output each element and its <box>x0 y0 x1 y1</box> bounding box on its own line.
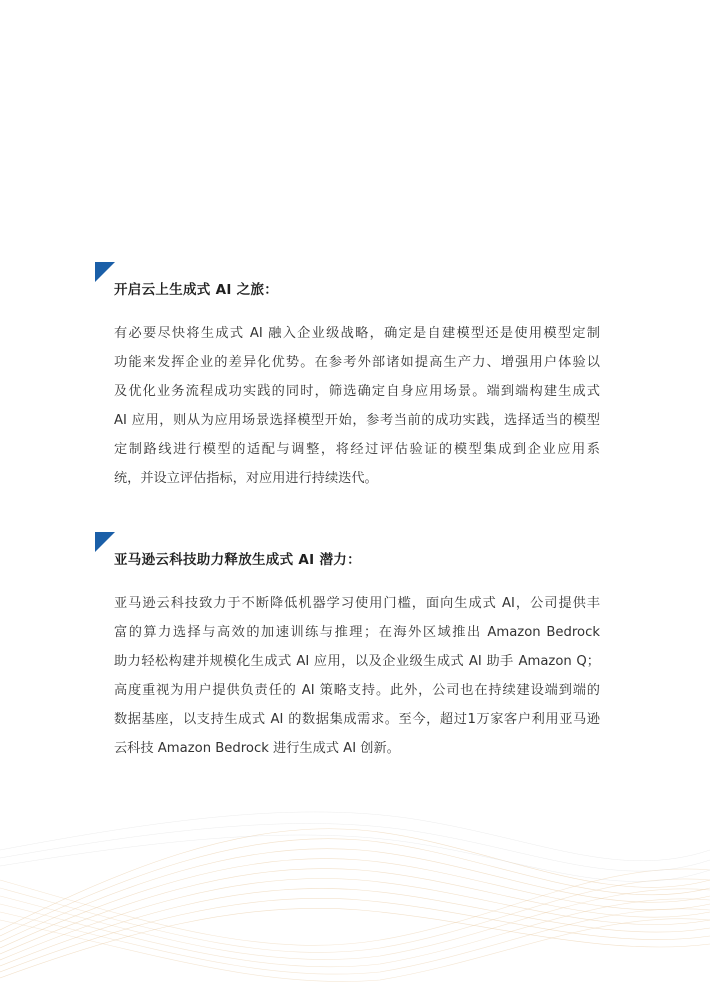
section-paragraph <box>114 589 600 763</box>
paragraph-line: 数据基座，以支持生成式 AI 的数据集成需求。至今，超过1万家客户利用亚马逊 <box>114 712 600 727</box>
paragraph-line: 云科技 Amazon Bedrock 进行生成式 AI 创新。 <box>114 741 400 756</box>
section-paragraph <box>114 319 600 493</box>
paragraph-line: 富的算力选择与高效的加速训练与推理；在海外区域推出 Amazon Bedrock <box>114 625 600 640</box>
paragraph-line: 及优化业务流程成功实践的同时，筛选确定自身应用场景。端到端构建生成式 <box>114 384 600 399</box>
section-heading: 开启云上生成式 AI 之旅： <box>114 282 279 298</box>
paragraph-line: 助力轻松构建并规模化生成式 AI 应用，以及企业级生成式 AI 助手 Amazon Q； <box>114 654 600 669</box>
triangle-corner-marker-icon <box>95 532 115 552</box>
decorative-wave-background <box>0 760 710 1004</box>
paragraph-line: 有必要尽快将生成式 AI 融入企业级战略，确定是自建模型还是使用模型定制 <box>114 326 600 341</box>
paragraph-line: AI 应用，则从为应用场景选择模型开始，参考当前的成功实践，选择适当的模型 <box>114 413 600 428</box>
paragraph-line: 功能来发挥企业的差异化优势。在参考外部诸如提高生产力、增强用户体验以 <box>114 355 600 370</box>
paragraph-line: 高度重视为用户提供负责任的 AI 策略支持。此外，公司也在持续建设端到端的 <box>114 683 600 698</box>
triangle-corner-marker-icon <box>95 262 115 282</box>
paragraph-line: 亚马逊云科技致力于不断降低机器学习使用门槛，面向生成式 AI，公司提供丰 <box>114 596 600 611</box>
paragraph-line: 统，并设立评估指标，对应用进行持续迭代。 <box>114 471 378 486</box>
paragraph-line: 定制路线进行模型的适配与调整，将经过评估验证的模型集成到企业应用系 <box>114 442 600 457</box>
section-heading: 亚马逊云科技助力释放生成式 AI 潜力： <box>114 552 361 568</box>
